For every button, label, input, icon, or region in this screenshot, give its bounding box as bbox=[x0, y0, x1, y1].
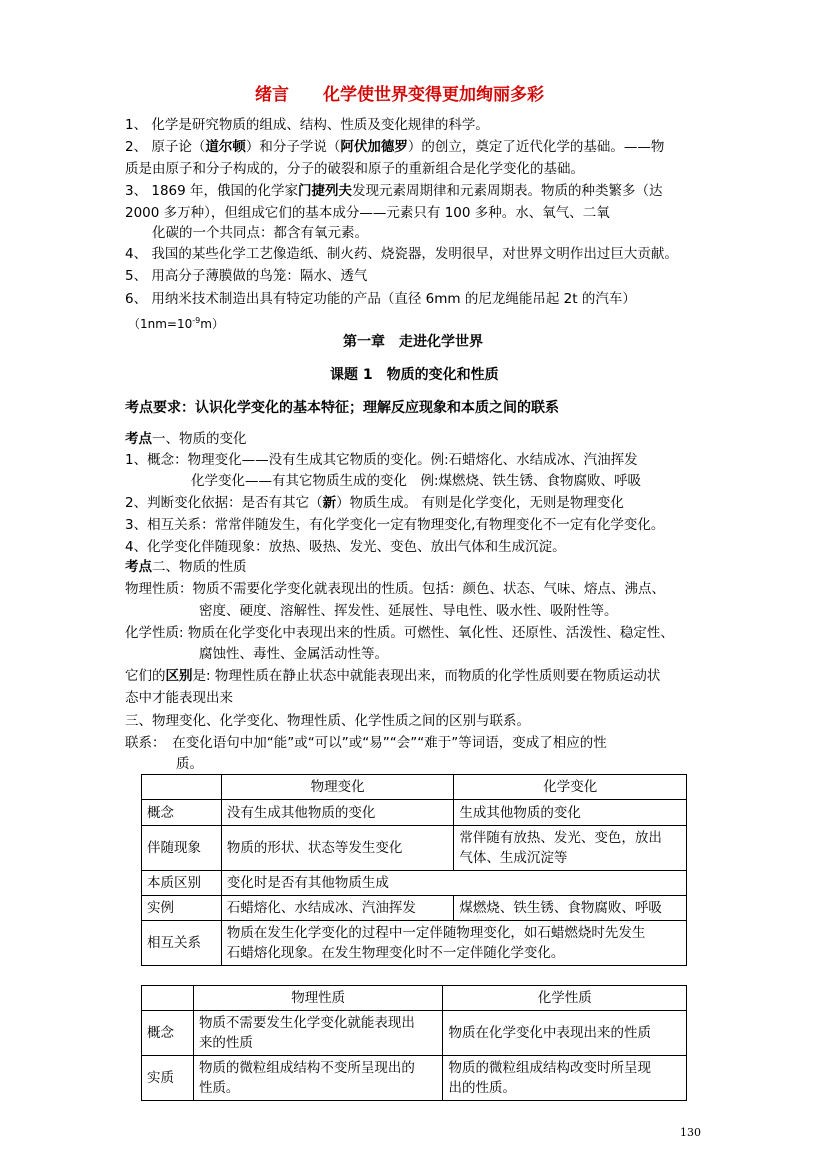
table-cell: 没有生成其他物质的变化 bbox=[221, 800, 454, 826]
relation-heading: 三、物理变化、化学变化、物理性质、化学性质之间的区别与联系。 bbox=[125, 713, 530, 729]
table-row bbox=[142, 896, 687, 921]
table-header-row bbox=[142, 775, 687, 800]
table-cell: 石蜡熔化、水结成冰、汽油挥发 bbox=[221, 896, 454, 921]
intro-line-1: 1、 化学是研究物质的组成、结构、性质及变化规律的科学。 bbox=[125, 117, 489, 133]
chemical-property-line-2: 腐蚀性、毒性、金属活动性等。 bbox=[199, 646, 388, 662]
table-header-cell: 物理性质 bbox=[193, 986, 443, 1011]
table-cell: 物质不需要发生化学变化就能表现出 来的性质 bbox=[193, 1011, 443, 1056]
page-title bbox=[255, 80, 544, 105]
name-dalton: 道尔顿 bbox=[205, 139, 246, 155]
table-row bbox=[142, 871, 687, 896]
kp1-line-1: 1、概念：物理变化——没有生成其它物质的变化。例:石蜡熔化、水结成冰、汽油挥发 bbox=[125, 452, 638, 468]
difference-line-1: 它们的区别是: 物理性质在静止状态中就能表现出来，而物质的化学性质则要在物质运动状 bbox=[125, 668, 661, 684]
intro-line-4: 3、 1869 年，俄国的化学家门捷列夫发现元素周期律和元素周期表。物质的种类繁多（达 bbox=[125, 183, 663, 199]
table-cell: 物质在发生化学变化的过程中一定伴随物理变化，如石蜡燃烧时先发生 石蜡熔化现象。在发生物理变化时不一定伴随化学变化。 bbox=[221, 921, 686, 966]
intro-line-2: 2、 原子论（道尔顿）和分子学说（阿伏加德罗）的创立，奠定了近代化学的基础。——物 bbox=[125, 139, 665, 155]
name-mendeleev: 门捷列夫 bbox=[298, 183, 353, 199]
intro-line-6: 化碳的一个共同点：都含有氧元素。 bbox=[152, 225, 368, 241]
row-label: 本质区别 bbox=[142, 871, 222, 896]
table-cell: 物质在化学变化中表现出来的性质 bbox=[443, 1011, 687, 1056]
kp1-line-3: 2、判断变化依据：是否有其它（新）物质生成。 有则是化学变化，无则是物理变化 bbox=[125, 495, 624, 511]
table-row bbox=[142, 1056, 687, 1101]
change-comparison-table bbox=[141, 774, 687, 966]
row-label: 伴随现象 bbox=[142, 826, 222, 871]
intro-line-7: 4、 我国的某些化学工艺像造纸、制火药、烧瓷器，发明很早，对世界文明作出过巨大贡献。 bbox=[125, 246, 678, 262]
difference-line-2: 态中才能表现出来 bbox=[125, 690, 233, 706]
table-cell: 物质的微粒组成结构不变所呈现出的 性质。 bbox=[193, 1056, 443, 1101]
row-label: 概念 bbox=[142, 800, 222, 826]
table-cell: 物质的微粒组成结构改变时所呈现 出的性质。 bbox=[443, 1056, 687, 1101]
table-cell: 常伴随有放热、发光、变色，放出 气体、生成沉淀等 bbox=[454, 826, 687, 871]
table-cell: 变化时是否有其他物质生成 bbox=[221, 871, 686, 896]
kp1-heading: 考点一、物质的变化 bbox=[125, 431, 247, 447]
link-line-2: 质。 bbox=[176, 756, 203, 772]
name-avogadro: 阿伏加德罗 bbox=[340, 139, 408, 155]
row-label: 概念 bbox=[142, 1011, 194, 1056]
exam-requirement: 考点要求：认识化学变化的基本特征；理解反应现象和本质之间的联系 bbox=[125, 400, 559, 416]
table-header-cell: 化学变化 bbox=[454, 775, 687, 800]
intro-line-10: $(1nm=10^{-9}m)$ bbox=[128, 316, 224, 331]
intro-line-3: 质是由原子和分子构成的，分子的破裂和原子的重新组合是化学变化的基础。 bbox=[125, 161, 584, 177]
intro-line-5: 2000 多万种），但组成它们的基本成分——元素只有 100 多种。水、氧气、二氧 bbox=[125, 205, 610, 221]
table-row bbox=[142, 921, 687, 966]
kp2-heading: 考点二、物质的性质 bbox=[125, 559, 247, 575]
chemical-property-line-1: 化学性质: 物质在化学变化中表现出来的性质。可燃性、氧化性、还原性、活泼性、稳定性、 bbox=[125, 625, 674, 641]
kp1-line-4: 3、相互关系：常常伴随发生，有化学变化一定有物理变化,有物理变化不一定有化学变化。 bbox=[125, 517, 665, 533]
table-cell: 煤燃烧、铁生锈、食物腐败、呼吸 bbox=[454, 896, 687, 921]
physical-property-line-2: 密度、硬度、溶解性、挥发性、延展性、导电性、吸水性、吸附性等。 bbox=[199, 603, 618, 619]
table-row bbox=[142, 826, 687, 871]
table-row bbox=[142, 800, 687, 826]
lesson-heading: 课题 1 物质的变化和性质 bbox=[330, 367, 499, 383]
table-header-row bbox=[142, 986, 687, 1011]
kp1-line-5: 4、化学变化伴随现象：放热、吸热、发光、变色、放出气体和生成沉淀。 bbox=[125, 539, 566, 555]
physical-property-line-1: 物理性质：物质不需要化学变化就表现出的性质。包括：颜色、状态、气味、熔点、沸点、 bbox=[125, 581, 665, 597]
page-number: 130 bbox=[680, 1126, 701, 1139]
row-label: 相互关系 bbox=[142, 921, 222, 966]
table-cell: 物质的形状、状态等发生变化 bbox=[221, 826, 454, 871]
property-comparison-table bbox=[141, 985, 687, 1101]
intro-line-9: 6、 用纳米技术制造出具有特定功能的产品（直径 6mm 的尼龙绳能吊起 2t 的汽车） bbox=[125, 291, 636, 307]
title-part1: 绪言 bbox=[255, 85, 289, 105]
intro-line-8: 5、 用高分子薄膜做的鸟笼：隔水、透气 bbox=[125, 268, 368, 284]
table-header-cell: 化学性质 bbox=[443, 986, 687, 1011]
table-header-cell bbox=[142, 775, 222, 800]
table-row bbox=[142, 1011, 687, 1056]
chapter-heading: 第一章 走进化学世界 bbox=[343, 334, 483, 350]
kp1-line-2: 化学变化——有其它物质生成的变化 例:煤燃烧、铁生锈、食物腐败、呼吸 bbox=[191, 473, 642, 489]
table-header-cell bbox=[142, 986, 194, 1011]
table-cell: 生成其他物质的变化 bbox=[454, 800, 687, 826]
title-part2: 化学使世界变得更加绚丽多彩 bbox=[323, 85, 544, 105]
row-label: 实质 bbox=[142, 1056, 194, 1101]
table-header-cell: 物理变化 bbox=[221, 775, 454, 800]
row-label: 实例 bbox=[142, 896, 222, 921]
link-line-1: 联系： 在变化语句中加“能”或“可以”或“易”“会”“难于”等词语，变成了相应的性 bbox=[125, 735, 607, 751]
